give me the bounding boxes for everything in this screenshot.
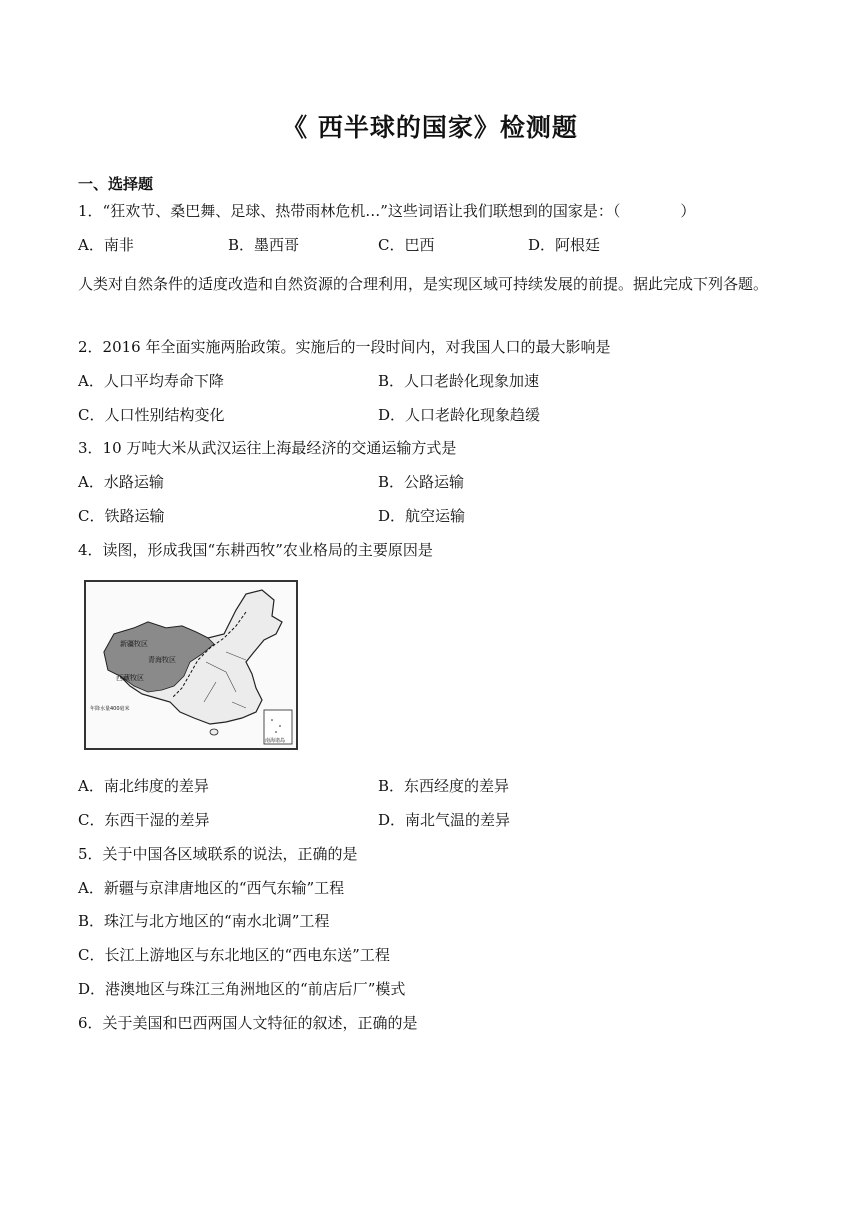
question-3-option-b: B．公路运输 xyxy=(378,473,465,491)
question-5-option-a: A．新疆与京津唐地区的“西气东输”工程 xyxy=(78,879,345,897)
label-xizang: 西藏牧区 xyxy=(116,674,144,682)
section-heading: 一、选择题 xyxy=(78,175,154,193)
document-title: 《 西半球的国家》检测题 xyxy=(282,113,578,142)
label-xinjiang: 新疆牧区 xyxy=(120,640,148,648)
question-6-stem: 6．关于美国和巴西两国人文特征的叙述，正确的是 xyxy=(78,1014,418,1032)
question-2-stem: 2．2016 年全面实施两胎政策。实施后的一段时间内，对我国人口的最大影响是 xyxy=(78,338,611,356)
question-1-option-d: D．阿根廷 xyxy=(528,236,601,254)
question-2-option-c: C．人口性别结构变化 xyxy=(78,406,225,424)
question-4-option-a: A．南北纬度的差异 xyxy=(78,777,209,795)
question-4-stem: 4．读图，形成我国“东耕西牧”农业格局的主要原因是 xyxy=(78,541,433,559)
label-qinghai: 青海牧区 xyxy=(148,656,176,664)
question-1-option-a: A．南非 xyxy=(78,236,134,254)
label-nanhai: 南海诸岛 xyxy=(265,738,286,744)
question-3-option-c: C．铁路运输 xyxy=(78,507,165,525)
question-5-option-b: B．珠江与北方地区的“南水北调”工程 xyxy=(78,912,330,930)
china-pastoral-map xyxy=(84,580,298,750)
question-3-option-d: D．航空运输 xyxy=(378,507,466,525)
question-1-stem: 1．“狂欢节、桑巴舞、足球、热带雨林危机…”这些词语让我们联想到的国家是：（ ） xyxy=(78,202,696,220)
material-intro: 人类对自然条件的适度改造和自然资源的合理利用，是实现区域可持续发展的前提。据此完成下列各题。 xyxy=(78,275,769,293)
question-1-option-b: B．墨西哥 xyxy=(228,236,300,254)
label-isohyet: 年降水量400毫米 xyxy=(90,706,130,712)
question-4-option-c: C．东西干湿的差异 xyxy=(78,811,210,829)
question-5-option-c: C．长江上游地区与东北地区的“西电东送”工程 xyxy=(78,946,390,964)
question-2-option-d: D．人口老龄化现象趋缓 xyxy=(378,406,541,424)
question-3-stem: 3．10 万吨大米从武汉运往上海最经济的交通运输方式是 xyxy=(78,439,457,457)
question-2-option-b: B．人口老龄化现象加速 xyxy=(378,372,540,390)
question-5-stem: 5．关于中国各区域联系的说法，正确的是 xyxy=(78,845,358,863)
question-3-option-a: A．水路运输 xyxy=(78,473,164,491)
question-2-option-a: A．人口平均寿命下降 xyxy=(78,372,224,390)
question-4-option-d: D．南北气温的差异 xyxy=(378,811,511,829)
question-4-option-b: B．东西经度的差异 xyxy=(378,777,510,795)
hainan-island xyxy=(210,729,218,735)
question-5-option-d: D．港澳地区与珠江三角洲地区的“前店后厂”模式 xyxy=(78,980,406,998)
question-1-option-c: C．巴西 xyxy=(378,236,435,254)
china-map-figure xyxy=(86,582,296,748)
